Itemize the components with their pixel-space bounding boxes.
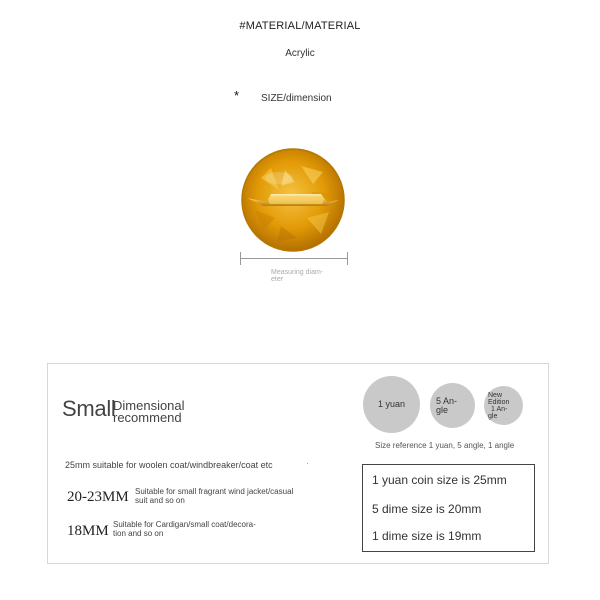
measure-line bbox=[240, 258, 348, 259]
size-20-description-line1: Suitable for small fragrant wind jacket/casual bbox=[135, 487, 294, 496]
coin-3-label bbox=[488, 392, 522, 420]
size-18-description-line1: Suitable for Cardigan/small coat/decora- bbox=[113, 520, 256, 529]
size-bullet: * bbox=[234, 88, 240, 103]
material-value: Acrylic bbox=[285, 48, 315, 59]
coin-3-label-line1: New bbox=[488, 392, 503, 399]
coin-2-label-line2: gle bbox=[436, 405, 449, 415]
size-20-23mm: 20-23MM bbox=[67, 489, 129, 505]
coin-2-label-line1: 5 An- bbox=[436, 396, 458, 406]
coin-size-line-1: 1 yuan coin size is 25mm bbox=[372, 473, 507, 487]
measure-caption-line1: Measuring diam- bbox=[271, 269, 324, 276]
coin-1-label: 1 yuan bbox=[377, 399, 406, 409]
measure-tick-right bbox=[347, 252, 348, 265]
size-18-description bbox=[113, 520, 303, 538]
coin-3-label-line3: 1 An- bbox=[491, 406, 508, 413]
coin-size-line-2: 5 dime size is 20mm bbox=[372, 502, 482, 516]
recommend-word: recommend bbox=[113, 410, 182, 425]
dimensional-recommend-heading bbox=[113, 400, 185, 424]
coin-3-label-line4: gle bbox=[488, 413, 498, 420]
row-25mm: 25mm suitable for woolen coat/windbreaker/coat etc bbox=[65, 460, 273, 470]
small-heading: Small bbox=[62, 396, 116, 421]
size-18-description-line2: tion and so on bbox=[113, 529, 164, 538]
size-20-description bbox=[135, 487, 335, 505]
row-separator: · bbox=[306, 458, 309, 468]
material-heading: #MATERIAL/MATERIAL bbox=[239, 20, 361, 32]
size-reference-caption: Size reference 1 yuan, 5 angle, 1 angle bbox=[375, 441, 515, 450]
dimensional-word: Dimensional bbox=[113, 398, 185, 413]
size-label: SIZE/dimension bbox=[261, 93, 332, 104]
size-18mm: 18MM bbox=[67, 523, 109, 539]
measure-caption bbox=[271, 269, 337, 283]
measure-caption-line2: eter bbox=[271, 276, 284, 283]
measure-tick-left bbox=[240, 252, 241, 265]
size-20-description-line2: suit and so on bbox=[135, 496, 185, 505]
coin-2-label bbox=[436, 397, 472, 415]
amber-button-image bbox=[241, 148, 345, 252]
coin-3-label-line2: Edition bbox=[488, 399, 510, 406]
coin-size-line-3: 1 dime size is 19mm bbox=[372, 529, 482, 543]
